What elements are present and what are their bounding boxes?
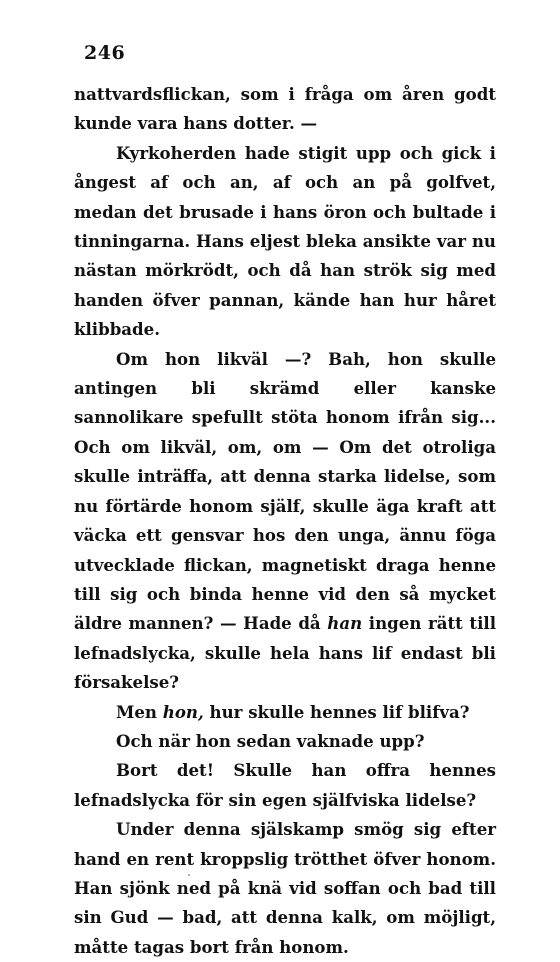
paragraph-5: Och när hon sedan vaknade upp? [116,730,425,751]
paragraph-3-part-2: ingen rätt till lefnadslycka, skulle hela hans lif endast bli försakelse? [74,613,496,693]
emphasis-hon: hon, [162,701,204,722]
paper-speck [188,874,190,876]
paragraph-1: nattvardsflickan, som i fråga om åren godt kunde vara hans dotter. — [74,84,496,134]
emphasis-han: han [327,613,363,634]
page-number: 246 [84,42,126,64]
paragraph-4 [74,698,496,727]
paragraph-7: Under denna själskamp smög sig efter hand en rent kroppslig trötthet öfver honom. Han sjönk ned på knä vid soffan och bad till sin Gud — bad, att denna kalk, om möjligt, måtte tagas bort från honom. [74,819,496,957]
paragraph-4-part-2: hur skulle hennes lif blifva? [209,701,470,722]
paragraph-2: Kyrkoherden hade stigit upp och gick i ångest af och an, af och an på golfvet, medan det brusade i hans öron och bultade i tinningarna. Hans eljest bleka ansikte var nu nästan mörkrödt, och då han strök sig med handen öfver pannan, kände han hur håret klibbade. [74,142,496,340]
paragraph-3-part-1: Om hon likväl —? Bah, hon skulle antingen bli skrämd eller kanske sannolikare spefullt stöta honom ifrån sig... Och om likväl, om, om — Om det otroliga skulle inträffa, att denna starka lidelse, som nu förtärde honom själf, skulle äga kraft att väcka ett gensvar hos den unga, ännu föga utvecklade flickan, magnetiskt draga henne till sig och binda henne vid den så mycket äldre mannen? — Hade då [74,348,496,634]
body-text [74,80,496,962]
paragraph-4-part-1: Men [116,701,157,722]
paragraph-3 [74,345,496,698]
paragraph-6: Bort det! Skulle han offra hennes lefnadslycka för sin egen själfviska lidelse? [74,760,496,810]
